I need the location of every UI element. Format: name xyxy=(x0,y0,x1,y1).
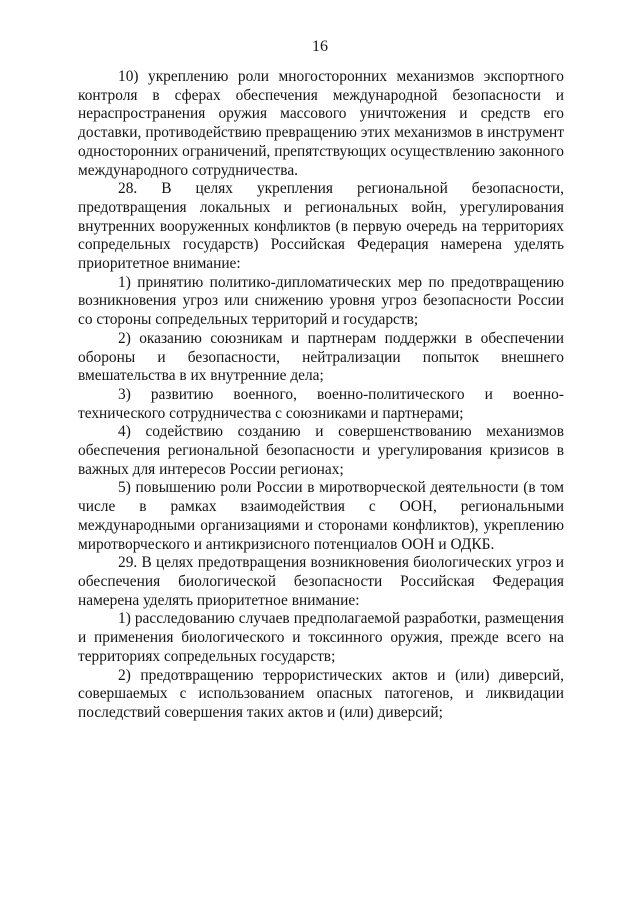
paragraph-29-item-2: 2) предотвращению террористических актов и (или) диверсий, совершаемых с использованием опасных патогенов, и ликвидации последствий совершения таких актов и (или) диверсий; xyxy=(78,666,564,721)
paragraph-28-item-2: 2) оказанию союзникам и партнерам поддержки в обеспечении обороны и безопасности, нейтрализации попыток внешнего вмешательства в их внутренние дела; xyxy=(78,329,564,385)
paragraph-item-10: 10) укреплению роли многосторонних механизмов экспортного контроля в сферах обеспечения международной безопасности и нераспространения оружия массового уничтожения и средств его доставки, противодействию превращению этих механизмов в инструмент односторонних ограничений, препятствующих осуществлению законного международного сотрудничества. xyxy=(78,68,564,179)
paragraph-29-item-1: 1) расследованию случаев предполагаемой разработки, размещения и применения биологического и токсинного оружия, прежде всего на территориях сопредельных государств; xyxy=(78,610,564,665)
document-body xyxy=(78,68,564,723)
paragraph-29: 29. В целях предотвращения возникновения биологических угроз и обеспечения биологической безопасности Российская Федерация намерена уделять приоритетное внимание: xyxy=(78,554,564,609)
paragraph-28: 28. В целях укрепления региональной безопасности, предотвращения локальных и региональных войн, урегулирования внутренних вооруженных конфликтов (в первую очередь на территориях сопредельных государств) Российская Федерация намерена уделять приоритетное внимание: xyxy=(78,180,564,273)
paragraph-28-item-4: 4) содействию созданию и совершенствованию механизмов обеспечения региональной безопасности и урегулирования кризисов в важных для интересов России регионах; xyxy=(78,423,564,478)
page-number: 16 xyxy=(312,38,328,55)
paragraph-28-item-3: 3) развитию военного, военно-политического и военно-технического сотрудничества с союзниками и партнерами; xyxy=(78,385,564,422)
paragraph-28-item-5: 5) повышению роли России в миротворческой деятельности (в том числе в рамках взаимодействия с ООН, региональными международными организациями и сторонами конфликтов), укреплению миротворческого и антикризисного потенциалов ООН и ОДКБ. xyxy=(78,479,564,553)
paragraph-28-item-1: 1) принятию политико-дипломатических мер по предотвращению возникновения угроз или снижению уровня угроз безопасности России со стороны сопредельных территорий и государств; xyxy=(78,273,564,329)
